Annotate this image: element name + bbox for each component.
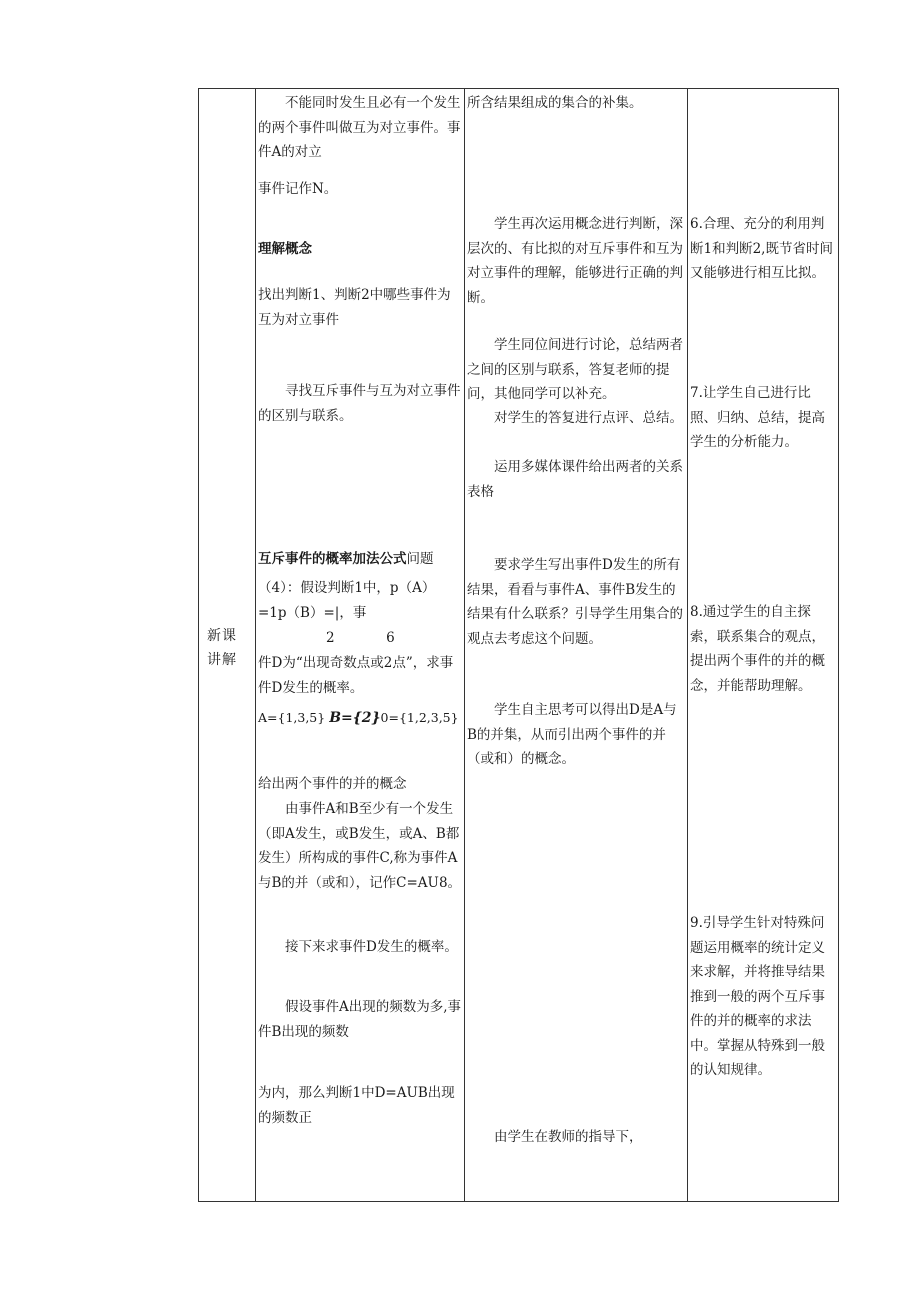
- set-b: B={2}: [329, 710, 381, 726]
- student-discussion-text: 学生同位间进行讨论，总结两者之间的区别与联系，答复老师的提问，其他同学可以补充。: [467, 337, 683, 402]
- next-step-text: 接下来求事件D发生的概率。: [285, 939, 458, 955]
- teacher-guidance-text: 由学生在教师的指导下，: [494, 1129, 643, 1145]
- student-judgement-text: 学生再次运用概念进行判断，深层次的、有比拟的对互斥事件和互为对立事件的理解，能够进行正确的判断。: [467, 216, 683, 306]
- addition-formula-line: [258, 547, 462, 572]
- problem-4-statement: （4）：假设判断1中，p（A）=1p（B）=|，事: [258, 580, 436, 621]
- frequency-assumption: 假设事件A出现的频数为多,事件B出现的频数: [258, 999, 462, 1040]
- set-d: 0={1,2,3,5}: [380, 710, 459, 725]
- design-intent-cell: [688, 89, 839, 1202]
- problem-word: 问题: [406, 551, 434, 567]
- set-a: A={1,3,5}: [258, 710, 326, 725]
- section-cell: [199, 89, 256, 1202]
- opposite-event-notation: 事件记作N。: [258, 181, 338, 197]
- teacher-comment-text: 对学生的答复进行点评、总结。: [494, 410, 683, 426]
- heading-addition-formula: 互斥事件的概率加法公式: [258, 551, 407, 567]
- section-label: 新课讲解: [207, 628, 237, 668]
- event-d-outcomes-task: 要求学生写出事件D发生的所有结果，看看与事件A、事件B发生的结果有什么联系？引导学生用集合的观点去考虑这个问题。: [467, 557, 683, 647]
- table-row: [199, 89, 839, 1202]
- frequency-conclusion: 为内，那么判断1中D=AUB出现的频数正: [258, 1085, 455, 1126]
- event-d-description: 件D为“出现奇数点或2点”，求事件D发生的概率。: [258, 655, 454, 696]
- heading-understand-concept: 理解概念: [258, 241, 312, 257]
- multimedia-table-text: 运用多媒体课件给出两者的关系表格: [467, 459, 683, 500]
- union-definition: 由事件A和B至少有一个发生（即A发生，或B发生，或A、B都发生）所构成的事件C,称为事件A与B的并（或和），记作C=AU8。: [258, 801, 462, 891]
- difference-relation-task: 寻找互斥事件与互为对立事件的区别与联系。: [258, 383, 461, 424]
- set-definitions: [258, 706, 464, 731]
- intent-6: 6.合理、充分的利用判断1和判断2,既节省时间又能够进行相互比拟。: [690, 216, 833, 281]
- intent-9: 9.引导学生针对特殊问题运用概率的统计定义来求解，并将推导结果推到一般的两个互斥事件的并的概率的求法中。掌握从特殊到一般的认知规律。: [690, 915, 825, 1078]
- union-concept-heading: 给出两个事件的并的概念: [258, 776, 407, 792]
- fraction-denominators: 2 6: [326, 630, 395, 646]
- opposite-event-definition: 不能同时发生且必有一个发生的两个事件叫做互为对立事件。事件A的对立: [258, 95, 461, 160]
- union-discovery-text: 学生自主思考可以得出D是A与B的并集，从而引出两个事件的并（或和）的概念。: [467, 702, 677, 767]
- teaching-content-cell: [256, 89, 465, 1202]
- find-opposite-events-task: 找出判断1、判断2中哪些事件为互为对立事件: [258, 287, 451, 328]
- student-activity-cell: [465, 89, 688, 1202]
- complement-text: 所含结果组成的集合的补集。: [467, 95, 643, 111]
- intent-8: 8.通过学生的自主探索，联系集合的观点，提出两个事件的并的概念，并能帮助理解。: [690, 604, 825, 694]
- lesson-plan-table: [198, 88, 839, 1202]
- intent-7: 7.让学生自己进行比照、归纳、总结，提高学生的分析能力。: [690, 385, 825, 450]
